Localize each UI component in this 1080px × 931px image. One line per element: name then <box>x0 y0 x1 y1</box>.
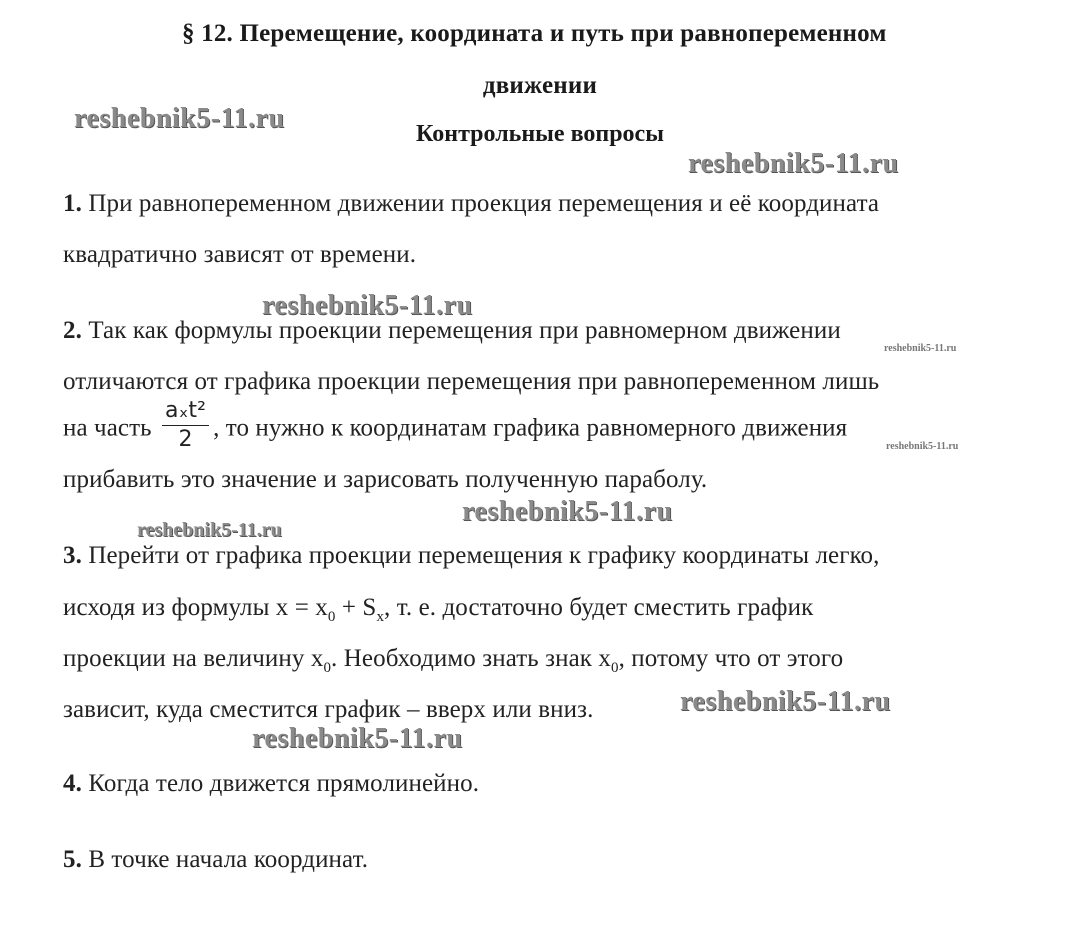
watermark: reshebnik5-11.ru <box>137 519 282 541</box>
answer-1-text-1: При равнопеременном движении проекция перемещения и её координата <box>88 190 880 217</box>
answer-4-text: Когда тело движется прямолинейно. <box>88 770 480 797</box>
answer-3-subscript-0a: 0 <box>323 660 332 676</box>
section-subtitle: Контрольные вопросы <box>416 121 664 147</box>
answer-2-text-3-pre: на часть <box>63 414 152 442</box>
answer-3-number: 3. <box>63 542 82 569</box>
answer-5-line <box>63 846 368 874</box>
formula-subscript-0: 0 <box>327 609 336 625</box>
watermark: reshebnik5-11.ru <box>462 496 673 527</box>
answer-1-number: 1. <box>63 190 82 217</box>
watermark: reshebnik5-11.ru <box>884 343 957 354</box>
watermark: reshebnik5-11.ru <box>262 290 473 321</box>
answer-3-text-1: Перейти от графика проекции перемещения к графику координаты легко, <box>88 542 880 569</box>
answer-3-line-4: зависит, куда сместится график – вверх или вниз. <box>63 696 594 723</box>
answer-1-line-1 <box>63 190 879 218</box>
answer-1-line-2: квадратично зависят от времени. <box>63 241 417 268</box>
answer-2-text-1: Так как формулы проекции перемещения при равномерном движении <box>88 317 841 344</box>
watermark: reshebnik5-11.ru <box>680 686 891 717</box>
answer-2-line-2: отличаются от графика проекции перемещения при равнопеременном лишь <box>63 368 880 395</box>
section-title-line-1: § 12. Перемещение, координата и путь при равнопеременном <box>182 20 887 47</box>
fraction-denominator: 2 <box>178 427 193 452</box>
answer-4-line <box>63 770 479 798</box>
section-title-line-2: движении <box>482 72 598 99</box>
answer-2-line-3 <box>63 398 848 458</box>
formula-subscript-x: x <box>376 609 385 625</box>
answer-3-text-3-pre: проекции на величину x <box>63 645 324 672</box>
answer-5-number: 5. <box>63 846 82 873</box>
watermark: reshebnik5-11.ru <box>74 103 285 134</box>
watermark: reshebnik5-11.ru <box>886 441 959 452</box>
formula-text-mid: + S <box>335 594 377 621</box>
answer-3-text-3-mid: . Необходимо знать знак x <box>331 645 611 672</box>
answer-2-number: 2. <box>63 317 82 344</box>
answer-4-number: 4. <box>63 770 82 797</box>
answer-5-text: В точке начала координат. <box>88 846 369 873</box>
formula-text-post: , т. е. достаточно будет сместить график <box>384 594 814 621</box>
formula-text-pre: исходя из формулы x = x <box>63 594 328 621</box>
answer-3-line-3 <box>63 645 843 677</box>
answer-2-line-4: прибавить это значение и зарисовать полученную параболу. <box>63 466 708 493</box>
answer-3-line-2 <box>63 594 813 626</box>
answer-3-line-1 <box>63 542 880 570</box>
fraction-ax-t2-over-2 <box>162 398 209 454</box>
answer-2-text-3-post: , то нужно к координатам графика равномерного движения <box>213 414 848 442</box>
answer-3-text-3-post: , потому что от этого <box>618 645 844 672</box>
answer-3-subscript-0b: 0 <box>611 660 619 676</box>
fraction-numerator: aₓt² <box>162 398 209 426</box>
watermark: reshebnik5-11.ru <box>688 148 899 179</box>
watermark: reshebnik5-11.ru <box>252 723 463 754</box>
